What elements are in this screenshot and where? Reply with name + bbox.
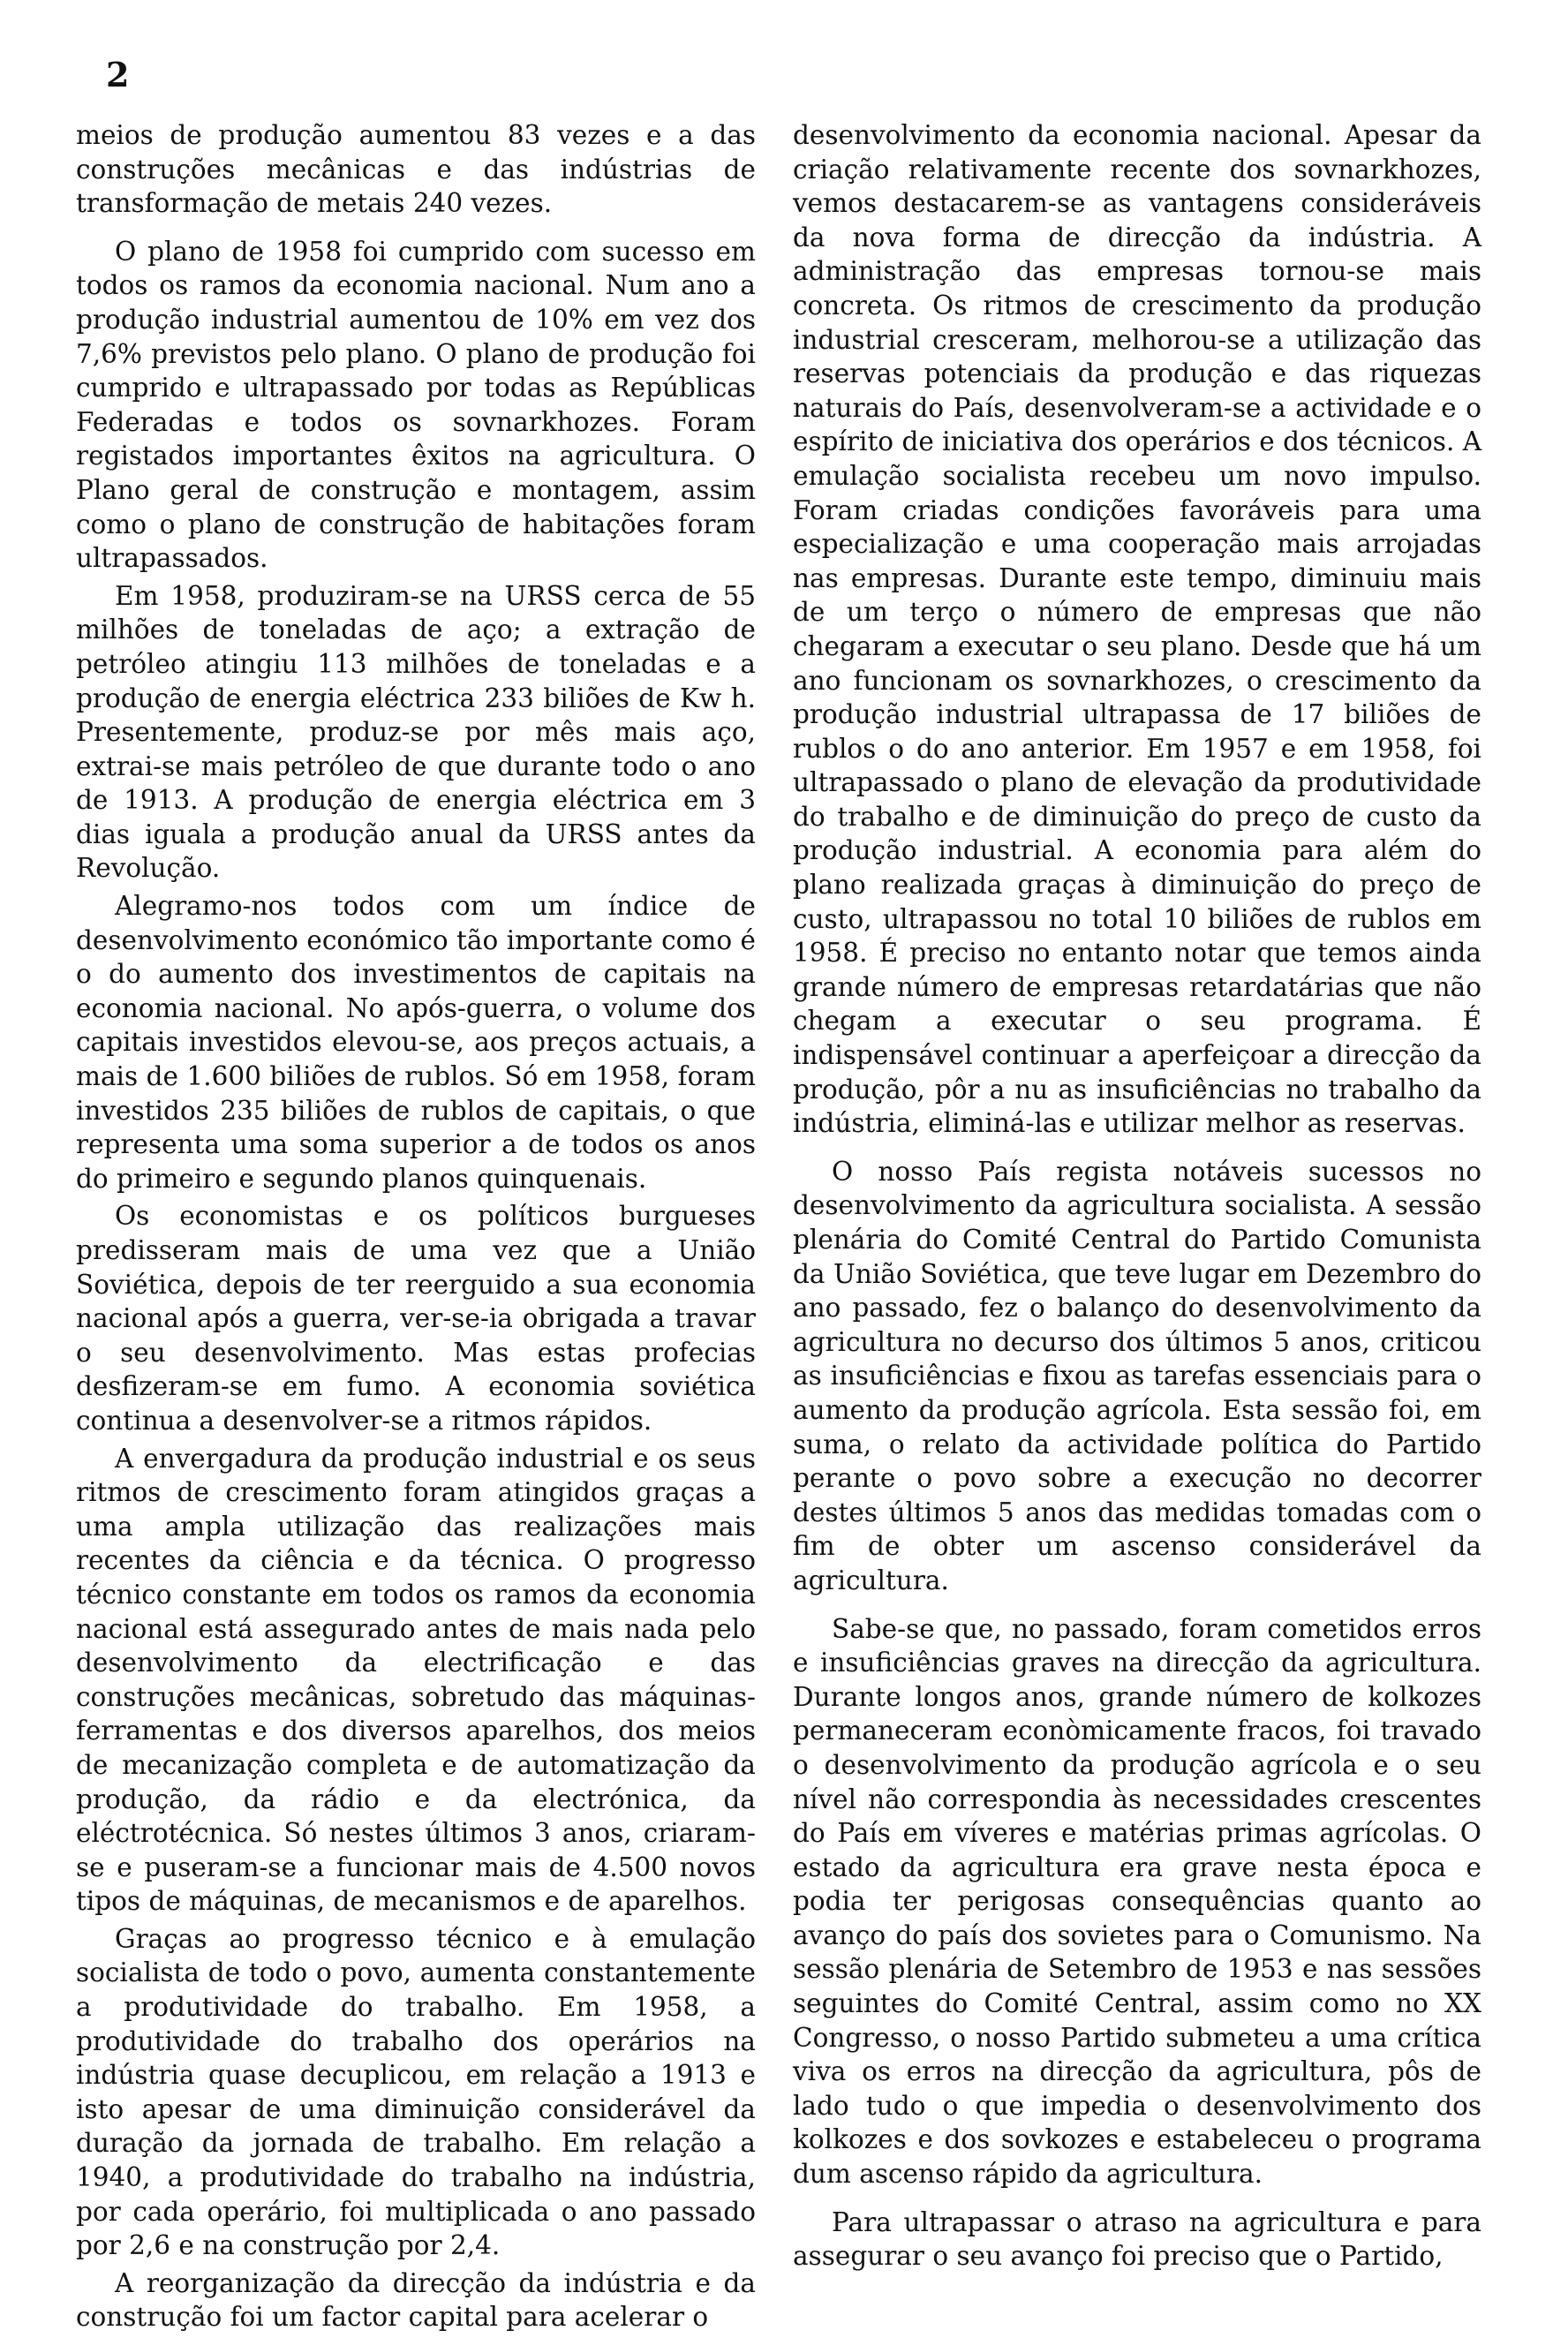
paragraph: desenvolvimento da economia nacional. Apesar da criação relativamente recente dos sovnarkhozes, vemos destacarem-se as vantagens consideráveis da nova forma de direcção da indústria. A administração das empresas tornou-se mais concreta. Os ritmos de crescimento da produção industrial cresceram, melhorou-se a utilização das reservas potenciais da produção e das riquezas naturais do País, desenvolveram-se a actividade e o espírito de iniciativa dos operários e dos técnicos. A emulação socialista recebeu um novo impulso. Foram criadas condições favoráveis para uma especialização e uma cooperação mais arrojadas nas empresas. Durante este tempo, diminuiu mais de um terço o número de empresas que não chegaram a executar o seu plano. Desde que há um ano funcionam os sovnarkhozes, o crescimento da produção industrial ultrapassa de 17 biliões de rublos o do ano anterior. Em 1957 e em 1958, foi ultrapassado o plano de elevação da produtividade do trabalho e de diminuição do preço de custo da produção industrial. A economia para além do plano realizada graças à diminuição do preço de custo, ultrapassou no total 10 biliões de rublos em 1958. É preciso no entanto notar que temos ainda grande número de empresas retardatárias que não chegam a executar o seu programa. É indispensável continuar a aperfeiçoar a direcção da produção, pôr a nu as insuficiências no trabalho da indústria, eliminá-las e utilizar melhor as reservas. xyxy=(793,120,1482,1139)
paragraph: Para ultrapassar o atraso na agricultura e para assegurar o seu avanço foi preciso que o Partido, xyxy=(793,2206,1481,2272)
paragraph: A envergadura da produção industrial e os seus ritmos de crescimento foram atingidos graças a uma ampla utilização das realizações mais recentes da ciência e da técnica. O progresso técnico constante em todos os ramos da economia nacional está assegurado antes de mais nada pelo desenvolvimento da electrificação e das construções mecânicas, sobretudo das máquinas-ferramentas e dos diversos aparelhos, dos meios de mecanização completa e de automatização da produção, da rádio e da electrónica, da eléctrotécnica. Só nestes últimos 3 anos, criaram-se e puseram-se a funcionar mais de 4.500 novos tipos de máquinas, de mecanismos e de aparelhos. xyxy=(76,1443,756,1917)
paragraph: Sabe-se que, no passado, foram cometidos erros e insuficiências graves na direcção da agricultura. Durante longos anos, grande número de kolkozes permaneceram econòmicamente fracos, foi travado o desenvolvimento da produção agrícola e o seu nível não correspondia às necessidades crescentes do País em víveres e matérias primas agrícolas. O estado da agricultura era grave nesta época e podia ter perigosas consequências quanto ao avanço do país dos sovietes para o Comunismo. Na sessão plenária de Setembro de 1953 e nas sessões seguintes do Comité Central, assim como no XX Congresso, o nosso Partido submeteu a uma crítica viva os erros na direcção da agricultura, pôs de lado tudo o que impedia o desenvolvimento dos kolkozes e dos sovkozes e estabeleceu o programa dum ascenso rápido da agricultura. xyxy=(793,1613,1481,2190)
left-column xyxy=(76,118,756,2338)
paragraph: meios de produção aumentou 83 vezes e a das construções mecânicas e das indústrias de transformação de metais 240 vezes. xyxy=(76,120,756,219)
right-column xyxy=(793,118,1481,2277)
paragraph: O nosso País regista notáveis sucessos no desenvolvimento da agricultura socialista. A sessão plenária do Comité Central do Partido Comunista da União Soviética, que teve lugar em Dezembro do ano passado, fez o balanço do desenvolvimento da agricultura no decurso dos últimos 5 anos, criticou as insuficiências e fixou as tarefas essenciais para o aumento da produção agrícola. Esta sessão foi, em suma, o relato da actividade política do Partido perante o povo sobre a execução no decorrer destes últimos 5 anos das medidas tomadas com o fim de obter um ascenso considerável da agricultura. xyxy=(793,1156,1481,1595)
page-number: 2 xyxy=(106,55,130,94)
paragraph: O plano de 1958 foi cumprido com sucesso em todos os ramos da economia nacional. Num ano a produção industrial aumentou de 10% em vez dos 7,6% previstos pelo plano. O plano de produção foi cumprido e ultrapassado por todas as Repúblicas Federadas e todos os sovnarkhozes. Foram registados importantes êxitos na agricultura. O Plano geral de construção e montagem, assim como o plano de construção de habitações foram ultrapassados. xyxy=(76,236,756,574)
paragraph: Graças ao progresso técnico e à emulação socialista de todo o povo, aumenta constantemente a produtividade do trabalho. Em 1958, a produtividade do trabalho dos operários na indústria quase decuplicou, em relação a 1913 e isto apesar de uma diminuição considerável da duração da jornada de trabalho. Em relação a 1940, a produtividade do trabalho na indústria, por cada operário, foi multiplicada o ano passado por 2,6 e na construção por 2,4. xyxy=(76,1923,756,2261)
paragraph: Alegramo-nos todos com um índice de desenvolvimento económico tão importante como é o do aumento dos investimentos de capitais na economia nacional. No após-guerra, o volume dos capitais investidos elevou-se, aos preços actuais, a mais de 1.600 biliões de rublos. Só em 1958, foram investidos 235 biliões de rublos de capitais, o que representa uma soma superior a de todos os anos do primeiro e segundo planos quinquenais. xyxy=(76,891,756,1194)
paragraph: Em 1958, produziram-se na URSS cerca de 55 milhões de toneladas de aço; a extração de petróleo atingiu 113 milhões de toneladas e a produção de energia eléctrica 233 biliões de Kw h. Presentemente, produz-se por mês mais aço, extrai-se mais petróleo de que durante todo o ano de 1913. A produção de energia eléctrica em 3 dias iguala a produção anual da URSS antes da Revolução. xyxy=(76,580,756,884)
paragraph: Os economistas e os políticos burgueses predisseram mais de uma vez que a União Soviética, depois de ter reerguido a sua economia nacional após a guerra, ver-se-ia obrigada a travar o seu desenvolvimento. Mas estas profecias desfizeram-se em fumo. A economia soviética continua a desenvolver-se a ritmos rápidos. xyxy=(76,1201,756,1436)
paragraph: A reorganização da direcção da indústria e da construção foi um factor capital para acelerar o xyxy=(76,2267,756,2333)
